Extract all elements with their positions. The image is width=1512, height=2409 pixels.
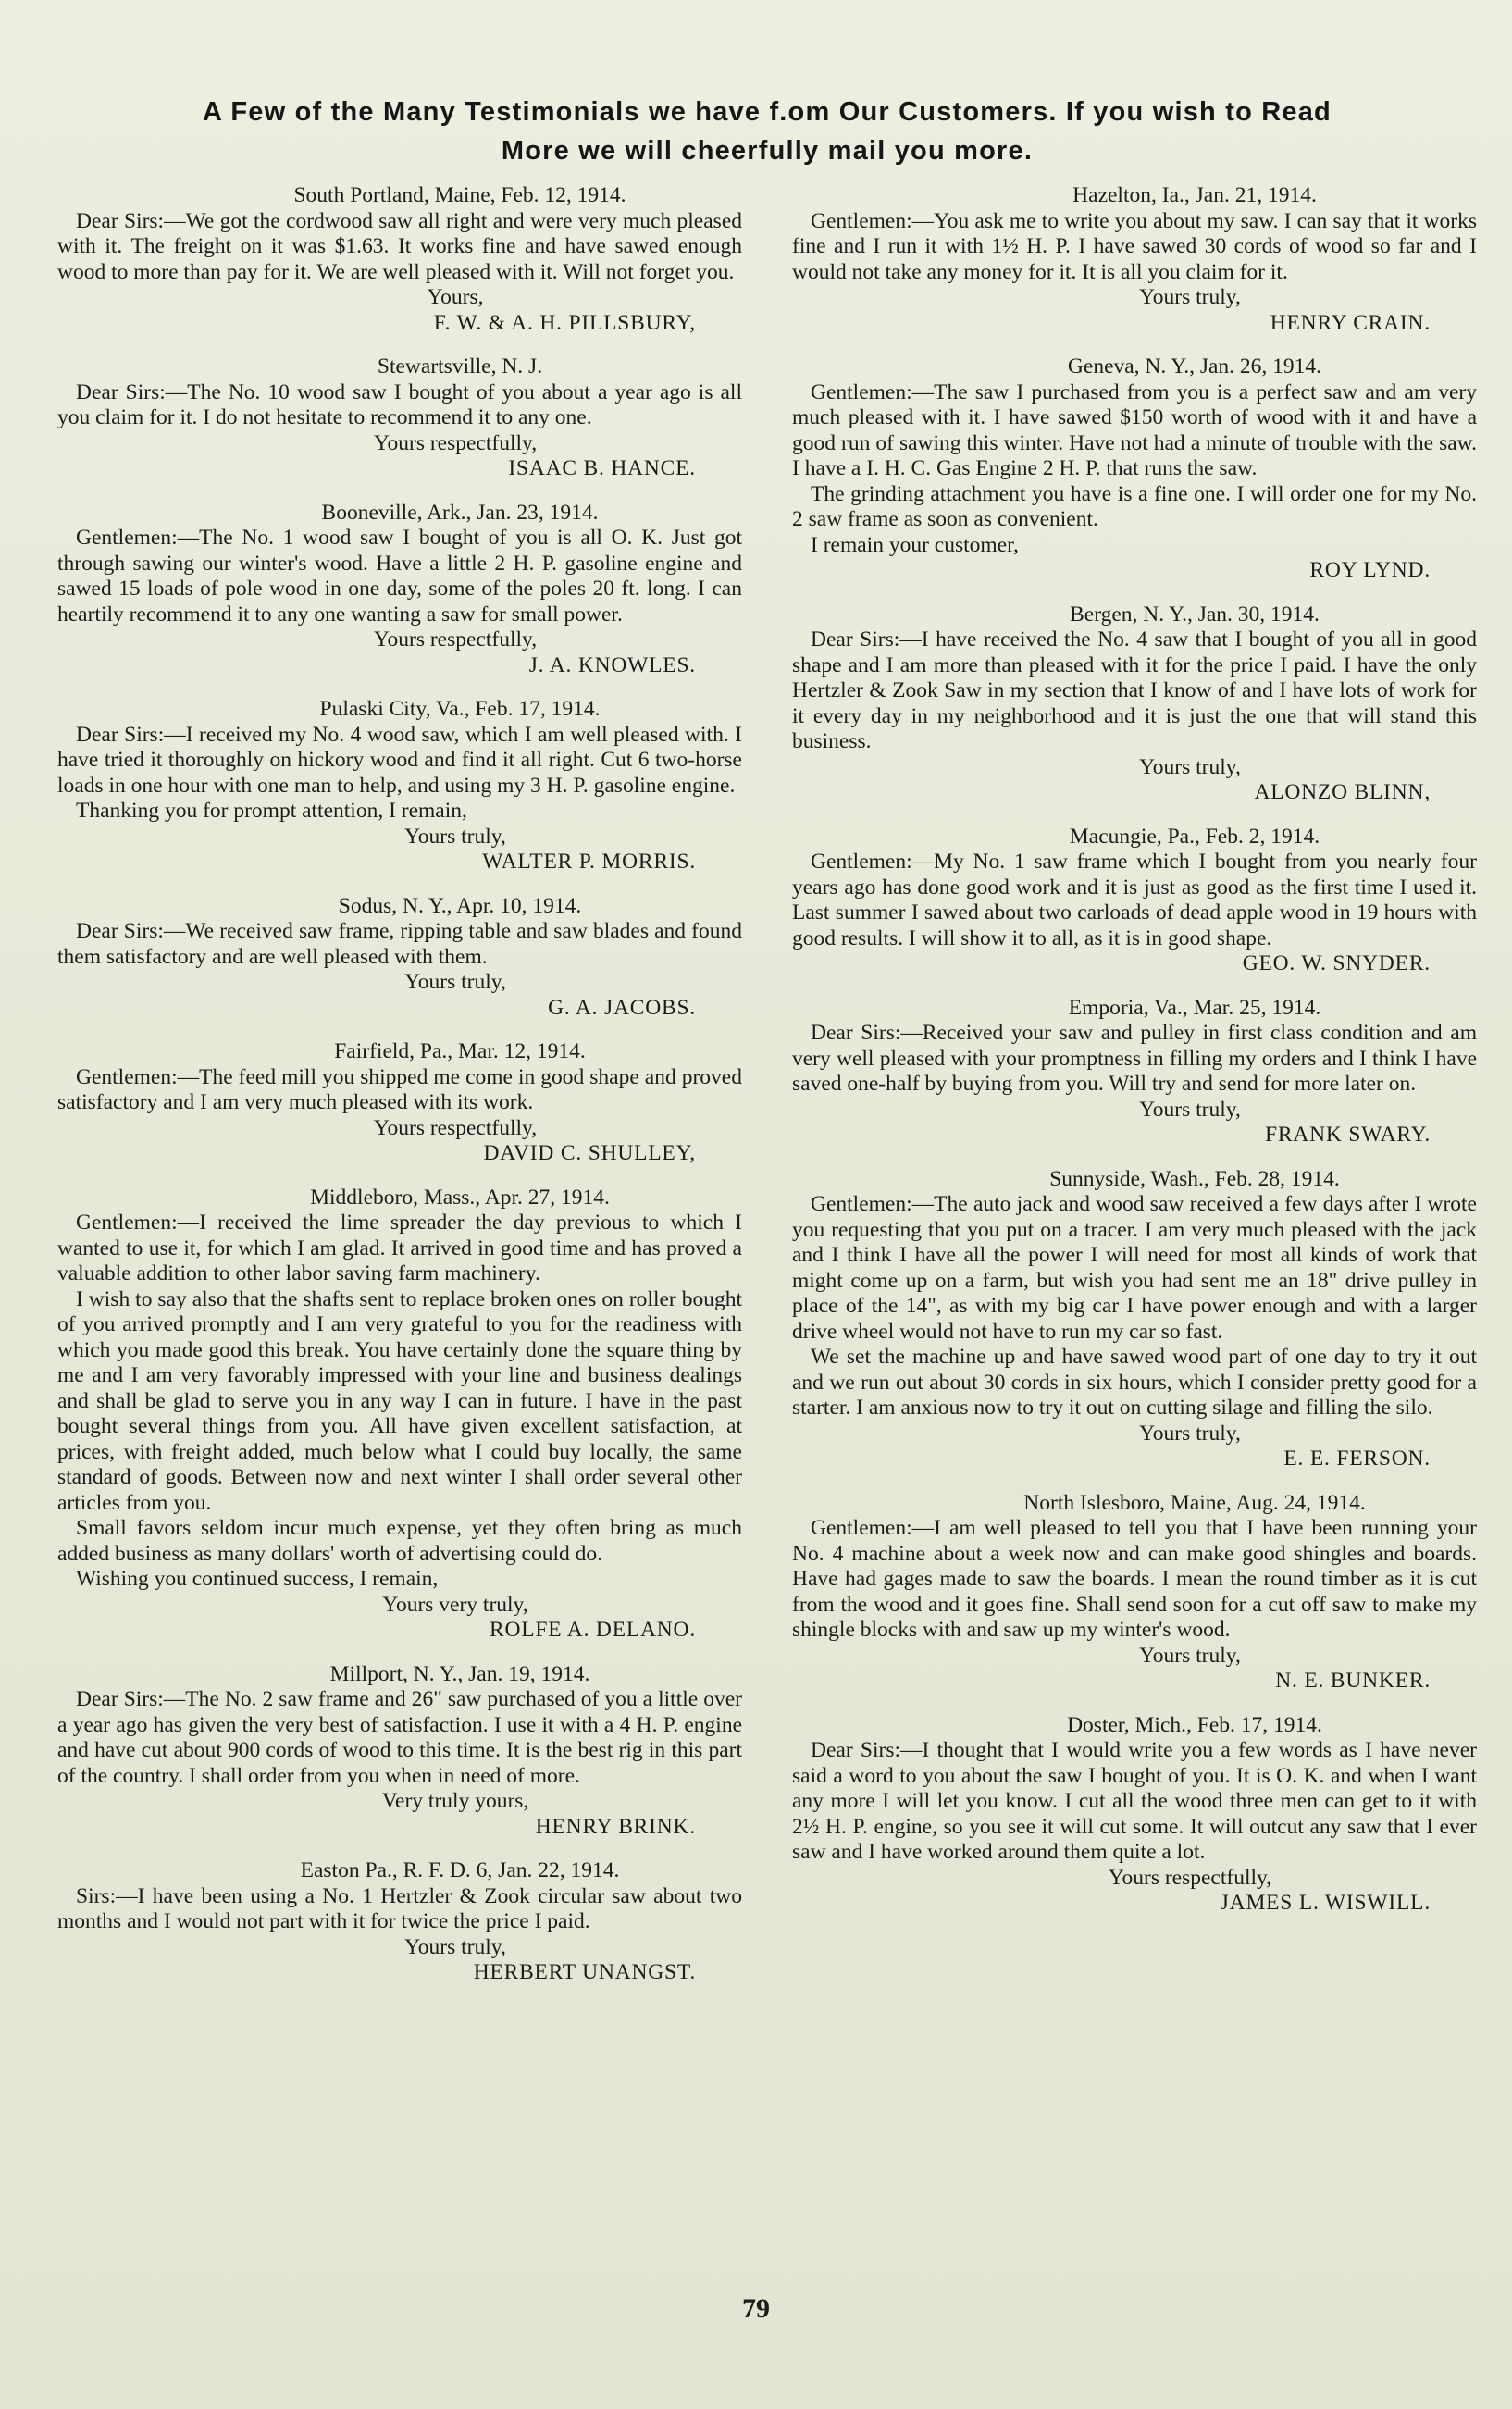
testimonial-paragraph: Gentlemen:—The feed mill you shipped me come in good shape and proved satisfactory and I am very much pleased with its work. — [57, 1064, 742, 1114]
testimonial-paragraph: Dear Sirs:—Received your saw and pulley in first class condition and am very well pleased with your promptness in filling my orders and I think I have saved one-half by buying from you. Will try and send for more later on. — [792, 1021, 1477, 1096]
testimonial-paragraph: Small favors seldom incur much expense, yet they often bring as much added business as many dollars' worth of advertising could do. — [57, 1516, 742, 1566]
testimonial-place-date: Middleboro, Mass., Apr. 27, 1914. — [310, 1185, 610, 1210]
testimonial-paragraph: Dear Sirs:—I received my No. 4 wood saw, which I am well pleased with. I have tried it thoroughly on hickory wood and find it all right. Cut 6 two-horse loads in one hour with one man to help, and using my 3 H. P. gasoline engine. — [57, 722, 742, 798]
testimonial-closing: Yours respectfully, — [1108, 1865, 1272, 1890]
testimonial-signature: HENRY BRINK. — [535, 1814, 696, 1839]
testimonial — [792, 1167, 1477, 1472]
testimonial-place-date: South Portland, Maine, Feb. 12, 1914. — [293, 183, 626, 207]
testimonial — [792, 996, 1477, 1149]
testimonial — [792, 1491, 1477, 1695]
page-header — [57, 93, 1477, 170]
page-number: 79 — [742, 2293, 770, 2324]
testimonial-paragraph: The grinding attachment you have is a fine one. I will order one for my No. 2 saw frame as soon as convenient. — [792, 481, 1477, 531]
left-column — [57, 183, 742, 2005]
testimonial-place-date: Sodus, N. Y., Apr. 10, 1914. — [338, 893, 582, 918]
testimonial-paragraph: Gentlemen:—The No. 1 wood saw I bought of you is all O. K. Just got through sawing our winter's wood. Have a little 2 H. P. gasoline engine and sawed 15 loads of pole wood in one day, some of the poles 20 ft. long. I can heartily recommend it to any one wanting a saw for small power. — [57, 526, 742, 627]
testimonial-paragraph: Gentlemen:—My No. 1 saw frame which I bought from you nearly four years ago has done good work and it is just as good as the first time I used it. Last summer I sawed about two carloads of dead apple wood in 19 hours with good results. I will show it to all, as it is in good shape. — [792, 850, 1477, 950]
testimonial-paragraph: Dear Sirs:—I have received the No. 4 saw that I bought of you all in good shape and I am more than pleased with it for the price I paid. I have the only Hertzler & Zook Saw in my section that I know of and I have lots of work for it every day in my neighborhood and it is just the one that will stand this business. — [792, 627, 1477, 753]
testimonial-closing: Yours very truly, — [382, 1592, 528, 1617]
testimonial-place-date: Bergen, N. Y., Jan. 30, 1914. — [1070, 602, 1320, 627]
testimonial-signature: G. A. JACOBS. — [548, 995, 696, 1020]
testimonial — [792, 354, 1477, 584]
testimonial — [57, 354, 742, 482]
testimonial-paragraph: Dear Sirs:—We got the cordwood saw all right and were very much pleased with it. The freight on it was $1.63. It works fine and have sawed enough wood to more than pay for it. We are well pleased with it. Will not forget you. — [57, 208, 742, 284]
testimonial-body — [792, 1021, 1477, 1098]
testimonial-body — [792, 850, 1477, 951]
testimonial-signature: FRANK SWARY. — [1265, 1123, 1431, 1147]
testimonial-paragraph: Gentlemen:—You ask me to write you about my saw. I can say that it works fine and I run it with 1½ H. P. I have sawed 30 cords of wood so far and I would not take any money for it. It is all you claim for it. — [792, 208, 1477, 284]
testimonial-paragraph: Gentlemen:—I received the lime spreader the day previous to which I wanted to use it, for which I am glad. It arrived in good time and has proved a valuable addition to other labor saving farm machinery. — [57, 1211, 742, 1285]
testimonial — [57, 1858, 742, 1986]
testimonial-signature: N. E. BUNKER. — [1275, 1669, 1431, 1693]
testimonial — [57, 501, 742, 679]
testimonial-body — [792, 380, 1477, 559]
testimonial-paragraph: I wish to say also that the shafts sent to replace broken ones on roller bought of you arrived promptly and I am very grateful to you for the readiness with which you made good this break. You have certainly done the square thing by me and I am very favorably impressed with your line and business dealings and shall be glad to serve you in any way I can in future. I have in the past bought several things from you. All have given excellent satisfaction, at prices, with freight added, much below what I could buy locally, the same standard of goods. Between now and next winter I shall order several other articles from you. — [57, 1286, 742, 1515]
testimonial-signature: DAVID C. SHULLEY, — [483, 1141, 696, 1165]
header-line-1: A Few of the Many Testimonials we have f.om Our Customers. If you wish to Read — [203, 97, 1332, 127]
right-column — [792, 183, 1477, 2005]
testimonial-closing: Yours truly, — [1139, 1643, 1241, 1668]
testimonial-body — [57, 723, 742, 825]
testimonial-closing: Yours truly, — [404, 1934, 506, 1959]
testimonial-place-date: Pulaski City, Va., Feb. 17, 1914. — [319, 697, 601, 721]
testimonial-place-date: Emporia, Va., Mar. 25, 1914. — [1068, 995, 1321, 1020]
testimonial-paragraph: Dear Sirs:—The No. 2 saw frame and 26" saw purchased of you a little over a year ago has given the very best of satisfaction. I use it with a 4 H. P. engine and have cut about 900 cords of wood to this time. It is the best rig in this part of the country. I shall order from you when in need of more. — [57, 1687, 742, 1788]
testimonial-signature: E. E. FERSON. — [1283, 1447, 1431, 1471]
testimonial-signature: ALONZO BLINN, — [1254, 780, 1431, 804]
testimonial-paragraph: Thanking you for prompt attention, I remain, — [76, 799, 467, 823]
testimonial-closing: Yours truly, — [1139, 1097, 1241, 1122]
testimonial-signature: ISAAC B. HANCE. — [508, 456, 696, 480]
testimonial-paragraph: Dear Sirs:—I thought that I would write you a few words as I have never said a word to you about the saw I bought of you. It is O. K. and when I want any more I will let you know. I cut all the wood three men can get to it with 2½ H. P. engine, so you see it will cut some. It will outcut any saw that I ever saw and I have worked around them quite a lot. — [792, 1738, 1477, 1864]
testimonial-signature: ROLFE A. DELANO. — [490, 1618, 696, 1642]
testimonial-paragraph: We set the machine up and have sawed wood part of one day to try it out and we run out about 30 cords in six hours, which I consider pretty good for a starter. I am anxious now to try it out on cutting silage and filling the silo. — [792, 1345, 1477, 1420]
testimonial-body — [57, 1065, 742, 1116]
testimonial-body — [792, 1516, 1477, 1644]
testimonial-signature: HERBERT UNANGST. — [473, 1960, 696, 1984]
testimonial-place-date: Easton Pa., R. F. D. 6, Jan. 22, 1914. — [300, 1858, 620, 1882]
testimonial-closing: Yours truly, — [404, 824, 506, 849]
testimonial-paragraph: I remain your customer, — [811, 532, 1019, 557]
testimonial-body — [57, 1211, 742, 1593]
testimonial — [792, 602, 1477, 806]
testimonial-closing: Yours truly, — [1139, 285, 1241, 309]
testimonial-signature: HENRY CRAIN. — [1270, 310, 1431, 335]
testimonial-body — [57, 380, 742, 431]
testimonial-place-date: Stewartsville, N. J. — [377, 354, 543, 379]
testimonial-body — [57, 526, 742, 627]
testimonial-body — [57, 1884, 742, 1935]
testimonial-place-date: North Islesboro, Maine, Aug. 24, 1914. — [1023, 1490, 1366, 1515]
testimonial — [57, 894, 742, 1022]
testimonial-paragraph: Wishing you continued success, I remain, — [76, 1567, 439, 1591]
testimonial-body — [792, 627, 1477, 755]
testimonial-paragraph: Dear Sirs:—The No. 10 wood saw I bought of you about a year ago is all you claim for it. I do not hesitate to recommend it to any one. — [57, 379, 742, 429]
testimonial-closing: Yours respectfully, — [373, 1115, 538, 1140]
testimonial-paragraph: Gentlemen:—The saw I purchased from you is a perfect saw and am very much pleased with it. I have sawed $150 worth of wood with it and have a good run of sawing this winter. Have not had a minute of trouble with the saw. I have a I. H. C. Gas Engine 2 H. P. that runs the saw. — [792, 379, 1477, 480]
testimonial-closing: Yours respectfully, — [373, 430, 538, 455]
testimonial-place-date: Macungie, Pa., Feb. 2, 1914. — [1069, 824, 1320, 849]
testimonial-paragraph: Dear Sirs:—We received saw frame, ripping table and saw blades and found them satisfactory and are well pleased with them. — [57, 919, 742, 969]
testimonial-signature: J. A. KNOWLES. — [528, 652, 696, 677]
header-line-2: More we will cheerfully mail you more. — [501, 136, 1034, 166]
testimonial-columns — [57, 183, 1477, 2005]
testimonial-paragraph: Gentlemen:—I am well pleased to tell you that I have been running your No. 4 machine about a week now and can make good shingles and boards. Have had gages made to saw the boards. I mean the round timber as it is cut from the wood and it goes fine. Shall send soon for a cut off saw to make my shingle blocks with and saw up my winter's wood. — [792, 1516, 1477, 1642]
testimonial-place-date: Booneville, Ark., Jan. 23, 1914. — [321, 500, 599, 525]
testimonial-body — [57, 209, 742, 286]
testimonial — [792, 1713, 1477, 1917]
testimonial-signature: F. W. & A. H. PILLSBURY, — [433, 310, 696, 335]
testimonial-body — [57, 1687, 742, 1789]
testimonial-closing: Yours truly, — [1139, 754, 1241, 779]
testimonial — [792, 183, 1477, 336]
testimonial — [57, 1039, 742, 1167]
testimonial-signature: GEO. W. SNYDER. — [1242, 951, 1431, 975]
testimonial-closing: Yours truly, — [404, 970, 506, 994]
testimonial-closing: Yours respectfully, — [373, 627, 538, 652]
testimonial-place-date: Doster, Mich., Feb. 17, 1914. — [1067, 1712, 1322, 1737]
testimonial-place-date: Millport, N. Y., Jan. 19, 1914. — [329, 1661, 590, 1686]
testimonial-body — [792, 1738, 1477, 1866]
testimonial — [57, 1662, 742, 1841]
testimonial-signature: WALTER P. MORRIS. — [482, 850, 696, 874]
testimonial-signature: JAMES L. WISWILL. — [1220, 1891, 1431, 1915]
testimonial — [57, 1186, 742, 1644]
testimonial-paragraph: Gentlemen:—The auto jack and wood saw received a few days after I wrote you requesting that you put on a tracer. I am very much pleased with the jack and I think I have all the power I will need for most all kinds of work that might come up on a farm, but wish you had sent me an 18" drive pulley in place of the 14", as with my big car I have power enough and with a larger drive wheel would not have to run my car so fast. — [792, 1192, 1477, 1344]
testimonial — [792, 825, 1477, 977]
testimonial-signature: ROY LYND. — [1309, 558, 1431, 582]
testimonial-body — [57, 919, 742, 970]
testimonial-closing: Very truly yours, — [381, 1789, 529, 1813]
testimonial-place-date: Geneva, N. Y., Jan. 26, 1914. — [1067, 354, 1322, 379]
testimonial-place-date: Fairfield, Pa., Mar. 12, 1914. — [334, 1039, 586, 1063]
testimonial-paragraph: Sirs:—I have been using a No. 1 Hertzler & Zook circular saw about two months and I would not part with it for twice the price I paid. — [57, 1883, 742, 1933]
testimonial — [57, 697, 742, 875]
testimonial — [57, 183, 742, 336]
testimonial-place-date: Sunnyside, Wash., Feb. 28, 1914. — [1049, 1166, 1340, 1191]
testimonial-body — [792, 1192, 1477, 1422]
testimonial-closing: Yours truly, — [1139, 1421, 1241, 1446]
testimonial-closing: Yours, — [427, 285, 484, 309]
testimonial-body — [792, 209, 1477, 286]
testimonial-place-date: Hazelton, Ia., Jan. 21, 1914. — [1072, 183, 1317, 207]
